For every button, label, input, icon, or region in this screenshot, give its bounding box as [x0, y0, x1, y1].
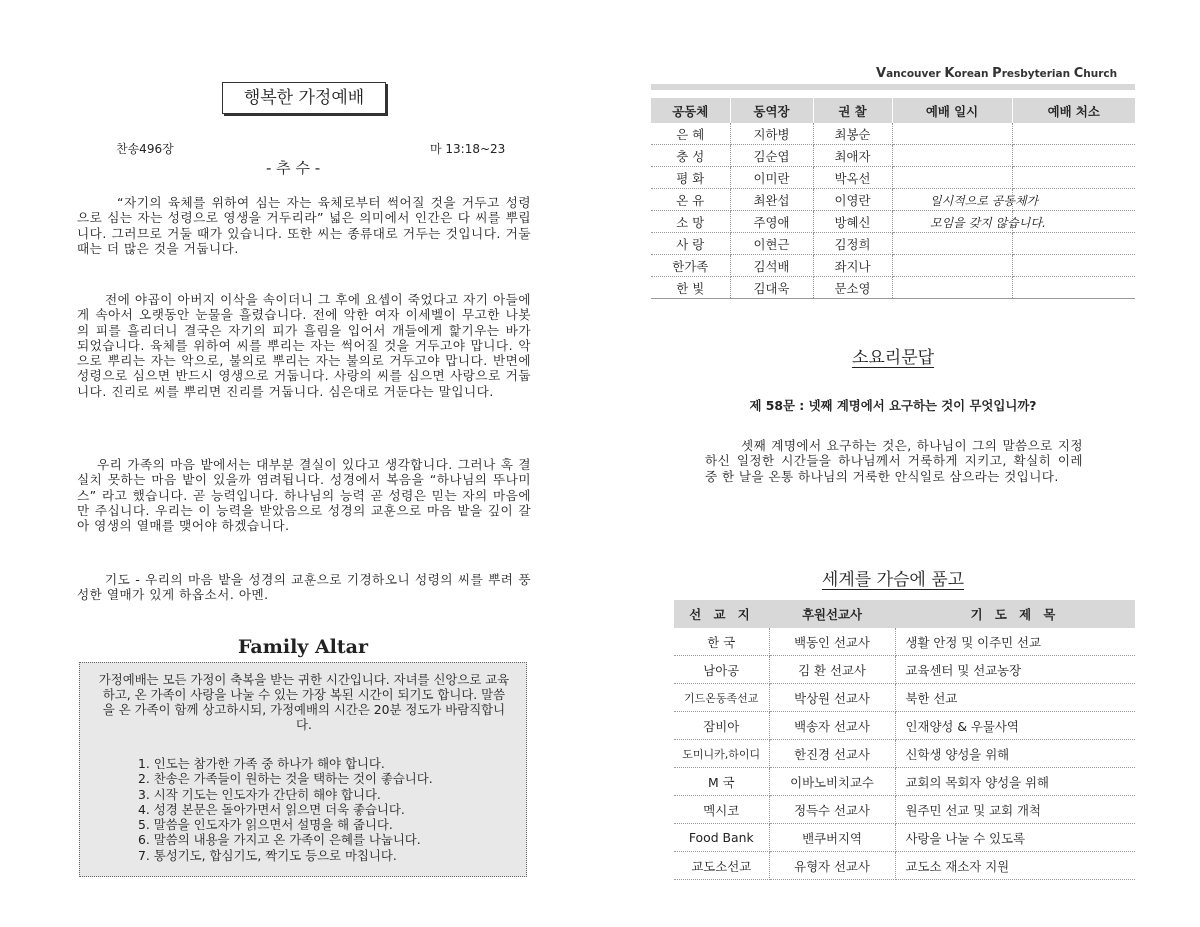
- scripture-reference: 마 13:18~23: [430, 142, 506, 156]
- table-cell: [1012, 145, 1135, 167]
- list-item: 1. 인도는 참가한 가족 중 하나가 해야 합니다.: [138, 756, 385, 771]
- schedule-note-line-2: 모임을 갖지 않습니다.: [930, 216, 1046, 230]
- table-row: [674, 656, 1135, 684]
- table-cell: [892, 277, 1012, 299]
- table-cell: 한진경 선교사: [769, 740, 895, 768]
- table-row: [651, 233, 1135, 255]
- catechism-question: 제 58문 : 넷째 계명에서 요구하는 것이 무엇입니까?: [749, 398, 1037, 413]
- table-row: [674, 628, 1135, 656]
- column-header: 선 교 지: [674, 600, 769, 628]
- prayer-paragraph: 기도 - 우리의 마음 밭을 성경의 교훈으로 기경하오니 성령의 씨를 뿌려 풍성한 열매가 있게 하옵소서. 아멘.: [77, 572, 531, 603]
- table-row: [651, 255, 1135, 277]
- column-header: 동역장: [730, 98, 813, 123]
- table-cell: 교도소선교: [674, 852, 769, 880]
- table-cell: 김순엽: [730, 145, 813, 167]
- mission-heading: 세계를 가슴에 품고: [821, 570, 965, 590]
- table-cell: 김대욱: [730, 277, 813, 299]
- table-cell: 지하병: [730, 123, 813, 145]
- table-cell: 한가족: [651, 255, 730, 277]
- column-header: 공동체: [651, 98, 730, 123]
- list-item: 2. 찬송은 가족들이 원하는 것을 택하는 것이 좋습니다.: [138, 771, 433, 787]
- table-cell: 교회의 목회자 양성을 위해: [895, 768, 1135, 796]
- table-cell: 남아공: [674, 656, 769, 684]
- column-header: 권 찰: [813, 98, 892, 123]
- table-row: [674, 740, 1135, 768]
- column-header: 예배 처소: [1012, 98, 1135, 123]
- list-item: 5. 말씀을 인도자가 읽으면서 설명을 해 줍니다.: [138, 817, 393, 833]
- table-row: [651, 211, 1135, 233]
- table-cell: 백동인 선교사: [769, 628, 895, 656]
- table-cell: 백송자 선교사: [769, 712, 895, 740]
- catechism-heading: 소요리문답: [851, 348, 935, 368]
- column-header: 예배 일시: [892, 98, 1012, 123]
- table-cell: [1012, 167, 1135, 189]
- table-cell: 교육센터 및 선교농장: [895, 656, 1135, 684]
- table-cell: 정득수 선교사: [769, 796, 895, 824]
- table-cell: 이미란: [730, 167, 813, 189]
- table-cell: 교도소 재소자 지원: [895, 852, 1135, 880]
- paragraph-2: 전에 야곱이 아버지 이삭을 속이더니 그 후에 요셉이 죽었다고 자기 아들에게 속아서 오랫동안 눈물을 흘렸습니다. 전에 악한 여자 이세벨이 무고한 나봇의 피를 흘리더니 결국은 자기의 피가 흘림을 입어서 개들에게 핥기우는 바가 되었습니다. 육체를 위하여 씨를 뿌리는 자는 썩어질 것을 거두고야 맙니다. 악으로 뿌리는 자는 악으로, 불의로 뿌리는 자는 불의로 거두고야 맙니다. 반면에 성령으로 심으면 반드시 영생으로 거둡니다. 사랑의 씨를 심으면 사랑으로 거둡니다. 진리로 씨를 뿌리면 진리를 거둡니다. 심은대로 거둔다는 말입니다.: [77, 292, 531, 399]
- table-cell: [892, 145, 1012, 167]
- mission-table: [674, 600, 1135, 880]
- table-cell: 김정희: [813, 233, 892, 255]
- header-rule: [651, 84, 1135, 90]
- table-row: [674, 852, 1135, 880]
- table-cell: 북한 선교: [895, 684, 1135, 712]
- table-cell: 충 성: [651, 145, 730, 167]
- table-cell: 이현근: [730, 233, 813, 255]
- table-cell: 소 망: [651, 211, 730, 233]
- page-title: 행복한 가정예배: [222, 82, 386, 114]
- table-header-row: [674, 600, 1135, 628]
- table-row: [651, 189, 1135, 211]
- table-cell: 기드온동족선교: [674, 684, 769, 712]
- table-cell: [892, 167, 1012, 189]
- family-altar-intro: 가정예배는 모든 가정이 축복을 받는 귀한 시간입니다. 자녀를 신앙으로 교육 하고, 온 가족이 사랑을 나눌 수 있는 가장 복된 시간이 되기도 합니다. 말씀을 온 가족이 함께 상고하시되, 가정예배의 시간은 20분 정도가 바람직합니다.: [98, 672, 510, 732]
- table-cell: 방혜신: [813, 211, 892, 233]
- table-cell: [1012, 255, 1135, 277]
- table-row: [674, 796, 1135, 824]
- table-cell: 이영란: [813, 189, 892, 211]
- family-altar-list: [138, 756, 433, 863]
- table-cell: 한 국: [674, 628, 769, 656]
- table-cell: 김석배: [730, 255, 813, 277]
- list-item: 4. 성경 본문은 돌아가면서 읽으면 더욱 좋습니다.: [138, 801, 405, 817]
- table-cell: 유형자 선교사: [769, 852, 895, 880]
- table-cell: 밴쿠버지역: [769, 824, 895, 852]
- table-row: [651, 277, 1135, 299]
- table-cell: 최애자: [813, 145, 892, 167]
- table-cell: 최봉순: [813, 123, 892, 145]
- table-cell: 최완섭: [730, 189, 813, 211]
- column-header: 후원선교사: [769, 600, 895, 628]
- table-cell: 은 혜: [651, 123, 730, 145]
- table-cell: 인재양성 & 우물사역: [895, 712, 1135, 740]
- list-item: 6. 말씀의 내용을 가지고 온 가족이 은혜를 나눕니다.: [138, 832, 421, 848]
- table-cell: 주영애: [730, 211, 813, 233]
- table-cell: 한 빛: [651, 277, 730, 299]
- table-cell: [1012, 277, 1135, 299]
- church-name: Vancouver Korean Presbyterian Church: [876, 66, 1118, 81]
- table-cell: 평 화: [651, 167, 730, 189]
- table-header-row: [651, 98, 1135, 123]
- list-item: 7. 통성기도, 합심기도, 짝기도 등으로 마칩니다.: [138, 847, 397, 863]
- table-cell: 문소영: [813, 277, 892, 299]
- paragraph-3: 우리 가족의 마음 밭에서는 대부분 결실이 있다고 생각합니다. 그러나 혹 결실치 못하는 마음 밭이 있을까 염려됩니다. 성경에서 복음을 “하나님의 뚜나미스” 라고 했습니다. 곧 능력입니다. 하나님의 능력 곧 성령은 믿는 자의 마음에만 주십니다. 우리는 이 능력을 받았음으로 성경의 교훈으로 마음 밭을 깊이 갈아 영생의 열매를 맺어야 하겠습니다.: [77, 457, 531, 534]
- table-cell: [892, 233, 1012, 255]
- family-altar-box: [79, 662, 527, 877]
- paragraph-1: “자기의 육체를 위하여 심는 자는 육체로부터 썩어질 것을 거두고 성령으로 심는 자는 성령으로 영생을 거두리라” 넓은 의미에서 인간은 다 씨를 뿌립니다. 그러므로 거둘 때가 있습니다. 또한 씨는 종류대로 거두는 것입니다. 거둘 때는 더 많은 것을 거둡니다.: [77, 195, 531, 256]
- hymn-number: 찬송496장: [116, 142, 174, 156]
- table-cell: 잠비아: [674, 712, 769, 740]
- table-cell: 온 유: [651, 189, 730, 211]
- table-row: [651, 167, 1135, 189]
- table-row: [651, 123, 1135, 145]
- table-cell: 사랑을 나눌 수 있도록: [895, 824, 1135, 852]
- table-cell: [1012, 233, 1135, 255]
- table-cell: Food Bank: [674, 824, 769, 852]
- table-cell: 신학생 양성을 위해: [895, 740, 1135, 768]
- table-cell: [1012, 123, 1135, 145]
- table-row: [674, 684, 1135, 712]
- table-cell: 생활 안정 및 이주민 선교: [895, 628, 1135, 656]
- table-cell: 사 랑: [651, 233, 730, 255]
- list-item: 3. 시작 기도는 인도자가 간단히 해야 합니다.: [138, 786, 381, 802]
- schedule-note-line-1: 일시적으로 공동체가: [930, 194, 1039, 208]
- table-row: [674, 768, 1135, 796]
- table-cell: 원주민 선교 및 교회 개척: [895, 796, 1135, 824]
- table-cell: M 국: [674, 768, 769, 796]
- table-cell: [892, 123, 1012, 145]
- table-cell: 박상원 선교사: [769, 684, 895, 712]
- table-cell: 도미니카,하이디: [674, 740, 769, 768]
- table-cell: 이바노비치교수: [769, 768, 895, 796]
- table-cell: [892, 255, 1012, 277]
- column-header: 기 도 제 목: [895, 600, 1135, 628]
- table-cell: 좌지나: [813, 255, 892, 277]
- table-cell: 김 환 선교사: [769, 656, 895, 684]
- community-table: [651, 98, 1135, 299]
- catechism-answer: 셋째 계명에서 요구하는 것은, 하나님이 그의 말씀으로 지정하신 일정한 시간들을 하나님께서 거룩하게 지키고, 확실히 이레 중 한 날을 온통 하나님의 거룩한 안식일로 삼으라는 것입니다.: [705, 438, 1083, 484]
- table-row: [674, 824, 1135, 852]
- table-cell: 박옥선: [813, 167, 892, 189]
- table-row: [674, 712, 1135, 740]
- family-altar-title: Family Altar: [237, 636, 368, 658]
- table-cell: 멕시코: [674, 796, 769, 824]
- sermon-subtitle: - 추 수 -: [266, 159, 321, 177]
- table-row: [651, 145, 1135, 167]
